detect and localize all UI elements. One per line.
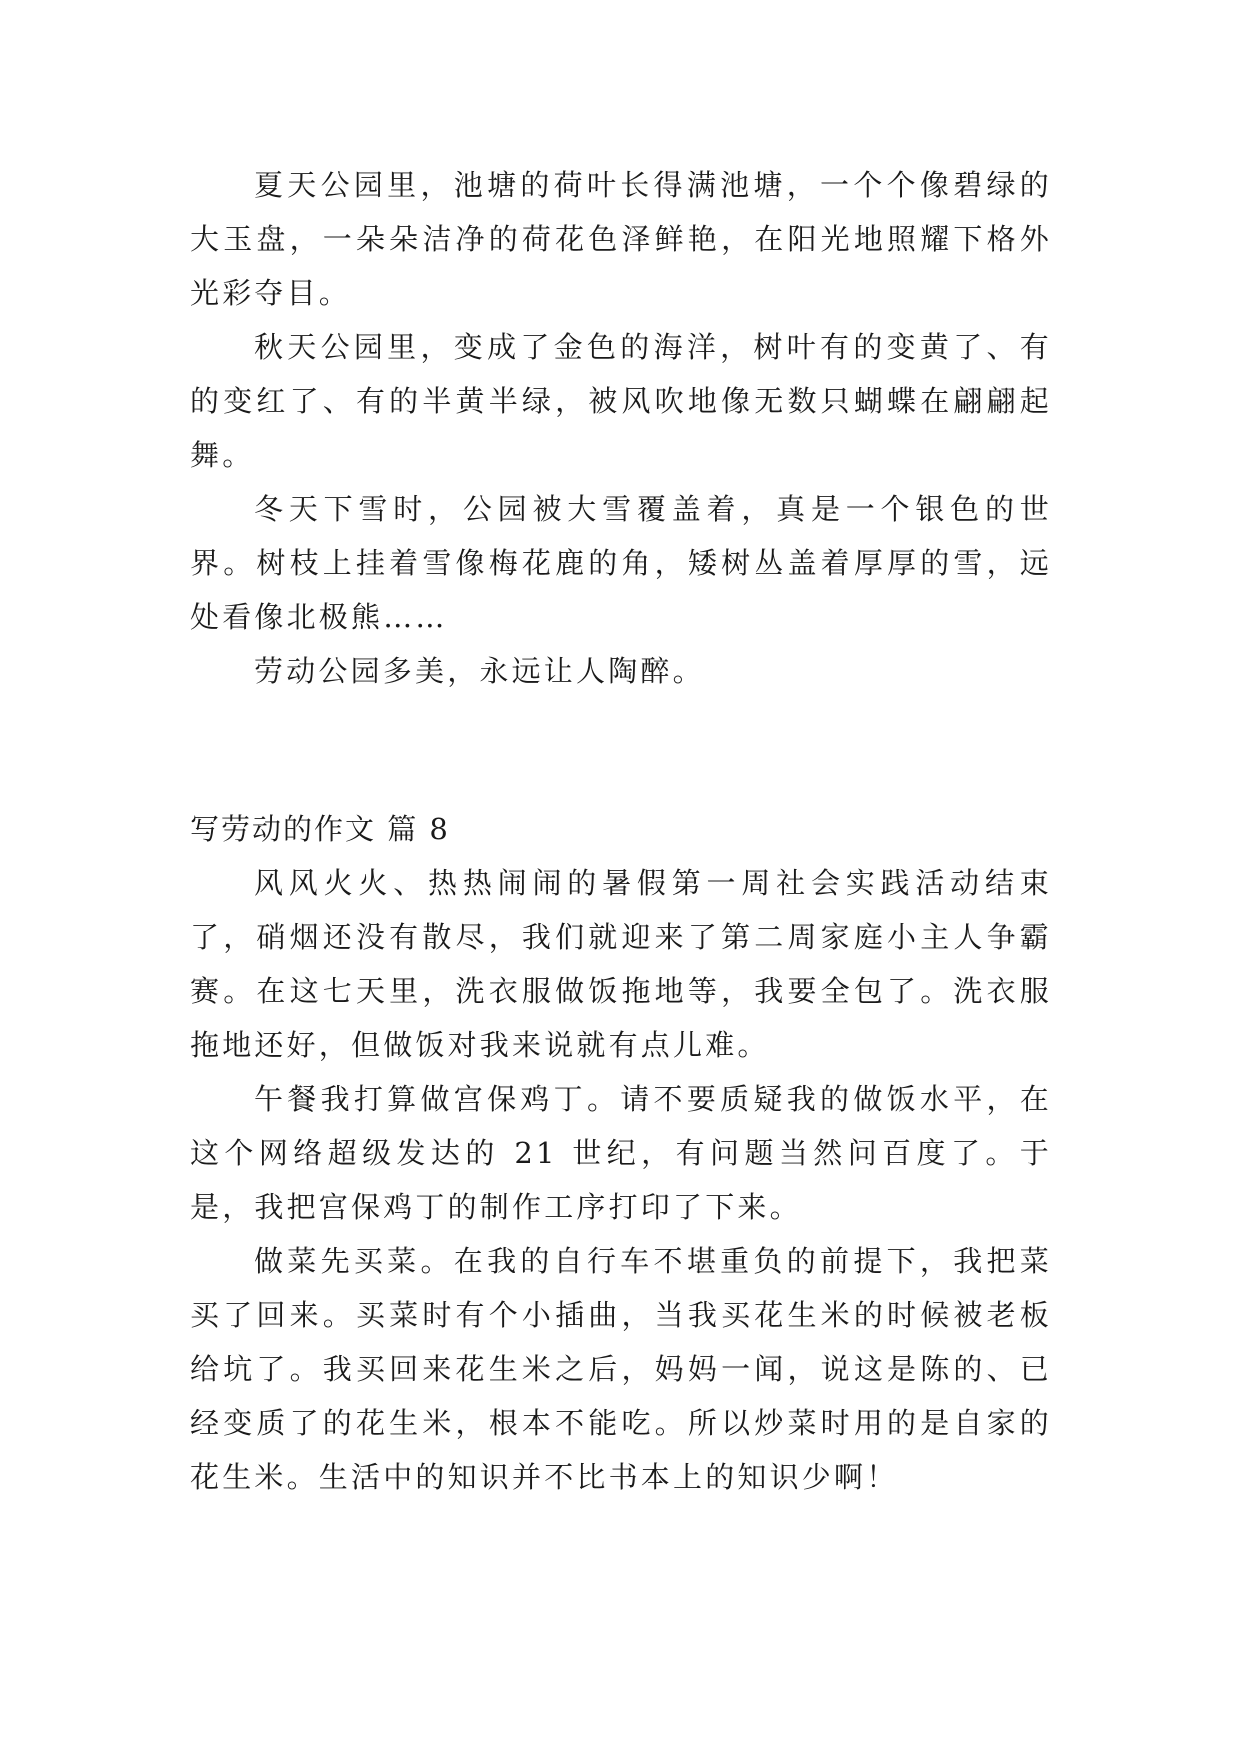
paragraph-shopping: 做菜先买菜。在我的自行车不堪重负的前提下，我把菜买了回来。买菜时有个小插曲，当我买花生米的时候被老板给坑了。我买回来花生米之后，妈妈一闻，说这是陈的、已经变质了的花生米，根本不能吃。所以炒菜时用的是自家的花生米。生活中的知识并不比书本上的知识少啊！ [190,1244,1052,1494]
text-block-seasons [190,158,1052,698]
section-heading: 写劳动的作文 篇 8 [190,812,450,846]
paragraph-summer: 夏天公园里，池塘的荷叶长得满池塘，一个个像碧绿的大玉盘，一朵朵洁净的荷花色泽鲜艳，在阳光地照耀下格外光彩夺目。 [190,168,1052,310]
paragraph-winter: 冬天下雪时，公园被大雪覆盖着，真是一个银色的世界。树枝上挂着雪像梅花鹿的角，矮树丛盖着厚厚的雪，远处看像北极熊…… [190,492,1052,634]
paragraph-conclusion: 劳动公园多美，永远让人陶醉。 [254,654,705,688]
paragraph-intro: 风风火火、热热闹闹的暑假第一周社会实践活动结束了，硝烟还没有散尽，我们就迎来了第二周家庭小主人争霸赛。在这七天里，洗衣服做饭拖地等，我要全包了。洗衣服拖地还好，但做饭对我来说就有点儿难。 [190,866,1052,1062]
paragraph-lunch-plan: 午餐我打算做宫保鸡丁。请不要质疑我的做饭水平，在这个网络超级发达的 21 世纪，有问题当然问百度了。于是，我把宫保鸡丁的制作工序打印了下来。 [190,1082,1052,1224]
paragraph-autumn: 秋天公园里，变成了金色的海洋，树叶有的变黄了、有的变红了、有的半黄半绿，被风吹地像无数只蝴蝶在翩翩起舞。 [190,330,1052,472]
text-block-essay-8 [190,856,1052,1504]
